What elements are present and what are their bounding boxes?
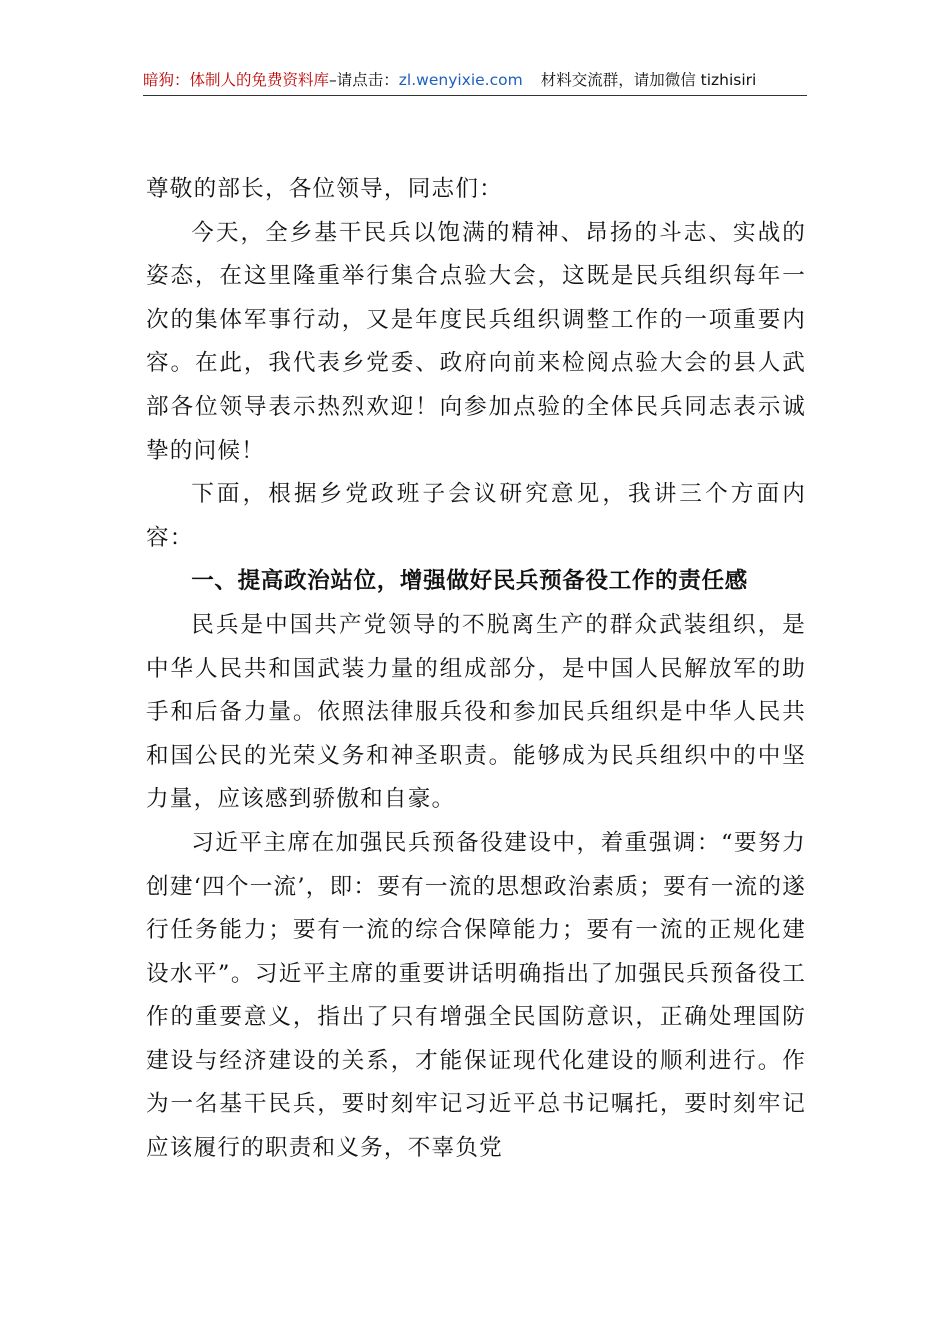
header-url-link[interactable]: zl.wenyixie.com — [398, 71, 523, 89]
header-click-prompt: –请点击： — [329, 71, 399, 89]
section-heading-1: 一、提高政治站位，增强做好民兵预备役工作的责任感 — [191, 568, 748, 595]
salutation: 尊敬的部长，各位领导，同志们： — [146, 176, 503, 202]
header-contact: 材料交流群，请加微信 tizhisiri — [540, 71, 757, 89]
paragraph-outline: 下面，根据乡党政班子会议研究意见，我讲三个方面内容： — [146, 481, 806, 551]
paragraph-four-firsts: 习近平主席在加强民兵预备役建设中，着重强调：“要努力创建‘四个一流’，即：要有一流的思想政治素质；要有一流的遂行任务能力；要有一流的综合保障能力；要有一流的正规化建设水平”。习近平主席的重要讲话明确指出了加强民兵预备役工作的重要意义，指出了只有增强全民国防意识，正确处理国防建设与经济建设的关系，才能保证现代化建设的顺利进行。作为一名基干民兵，要时刻牢记习近平总书记嘱托，要时刻牢记应该履行的职责和义务，不辜负党 — [146, 829, 806, 1162]
paragraph-opening: 今天，全乡基干民兵以饱满的精神、昂扬的斗志、实战的姿态，在这里隆重举行集合点验大会，这既是民兵组织每年一次的集体军事行动，又是年度民兵组织调整工作的一项重要内容。在此，我代表乡党委、政府向前来检阅点验大会的县人武部各位领导表示热烈欢迎！向参加点验的全体民兵同志表示诚挚的问候！ — [146, 219, 806, 464]
page-header — [143, 66, 807, 94]
header-divider — [143, 95, 807, 96]
header-brand: 暗狗：体制人的免费资料库 — [143, 71, 330, 89]
document-body — [146, 168, 806, 1171]
paragraph-militia-definition: 民兵是中国共产党领导的不脱离生产的群众武装组织，是中华人民共和国武装力量的组成部分，是中国人民解放军的助手和后备力量。依照法律服兵役和参加民兵组织是中华人民共和国公民的光荣义务和神圣职责。能够成为民兵组织中的中坚力量，应该感到骄傲和自豪。 — [146, 611, 806, 813]
